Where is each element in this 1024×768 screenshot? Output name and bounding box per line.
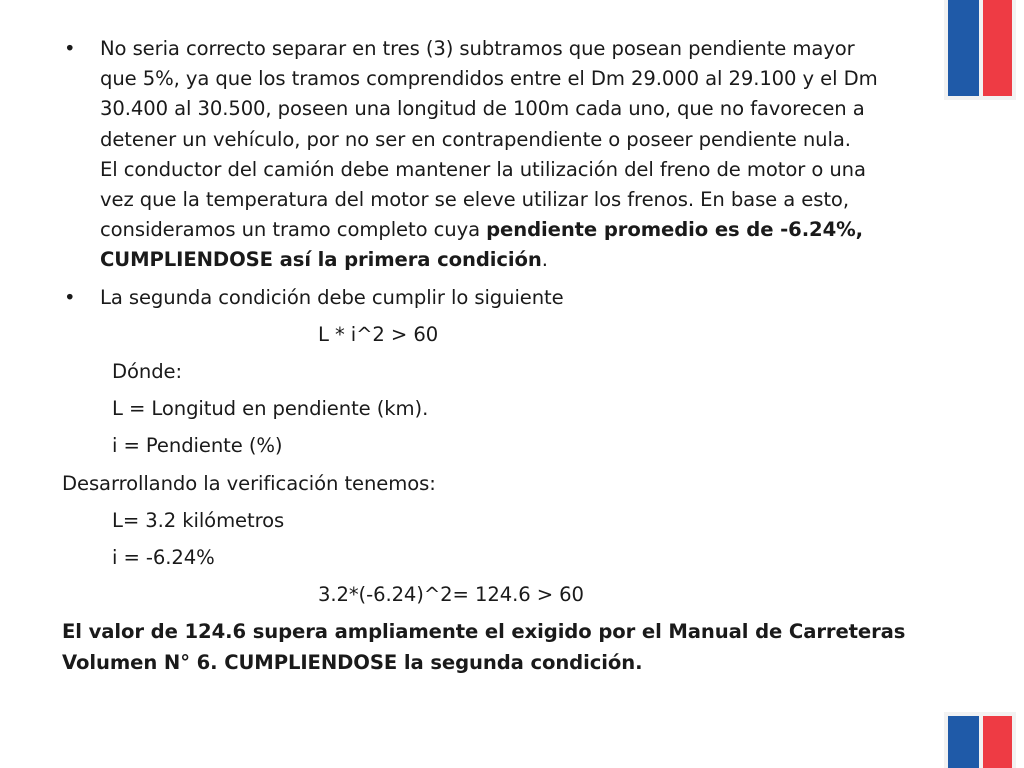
bullet-second-condition <box>62 283 942 313</box>
donde-label: Dónde: <box>112 360 182 384</box>
bullet-dot: • <box>64 285 76 309</box>
paragraph-line <box>100 245 942 275</box>
bullet-first-condition <box>62 34 942 276</box>
paragraph-line: No seria correcto separar en tres (3) subtramos que posean pendiente mayor <box>100 37 855 60</box>
formula-calculation: 3.2*(-6.24)^2= 124.6 > 60 <box>318 583 584 607</box>
paragraph-line: que 5%, ya que los tramos comprendidos entre el Dm 29.000 al 29.100 y el Dm <box>100 67 878 91</box>
conclusion <box>62 617 942 677</box>
conclusion-line: Volumen N° 6. CUMPLIENDOSE la segunda condición. <box>62 650 643 674</box>
verification-heading: Desarrollando la verificación tenemos: <box>62 471 436 495</box>
plain-text: . <box>541 248 548 272</box>
definition-L: L = Longitud en pendiente (km). <box>112 397 429 421</box>
paragraph-line: detener un vehículo, por no ser en contrapendiente o poseer pendiente nula. <box>100 127 851 151</box>
flag-red-stripe <box>983 716 1012 768</box>
bold-text: CUMPLIENDOSE así la primera condición <box>100 248 542 272</box>
definition-i: i = Pendiente (%) <box>112 434 283 458</box>
value-i: i = -6.24% <box>112 546 215 570</box>
formula-condition: L * i^2 > 60 <box>318 322 439 346</box>
bullet-dot: • <box>64 37 76 60</box>
bold-text: pendiente promedio es de -6.24%, <box>486 218 863 242</box>
flag-red-stripe <box>983 0 1012 96</box>
slide-body <box>62 34 942 678</box>
flag-decoration-top <box>944 0 1016 100</box>
paragraph-line: vez que la temperatura del motor se eleve utilizar los frenos. En base a esto, <box>100 188 849 212</box>
conclusion-line: El valor de 124.6 supera ampliamente el exigido por el Manual de Carreteras <box>62 620 906 644</box>
flag-blue-stripe <box>948 716 979 768</box>
flag-decoration-bottom <box>944 712 1016 768</box>
paragraph-line: El conductor del camión debe mantener la utilización del freno de motor o una <box>100 157 866 181</box>
value-L: L= 3.2 kilómetros <box>112 508 285 532</box>
flag-blue-stripe <box>948 0 979 96</box>
paragraph-line: 30.400 al 30.500, poseen una longitud de 100m cada uno, que no favorecen a <box>100 97 865 121</box>
paragraph-line: La segunda condición debe cumplir lo siguiente <box>100 285 564 309</box>
plain-text: consideramos un tramo completo cuya <box>100 218 487 242</box>
paragraph-line <box>100 215 942 245</box>
